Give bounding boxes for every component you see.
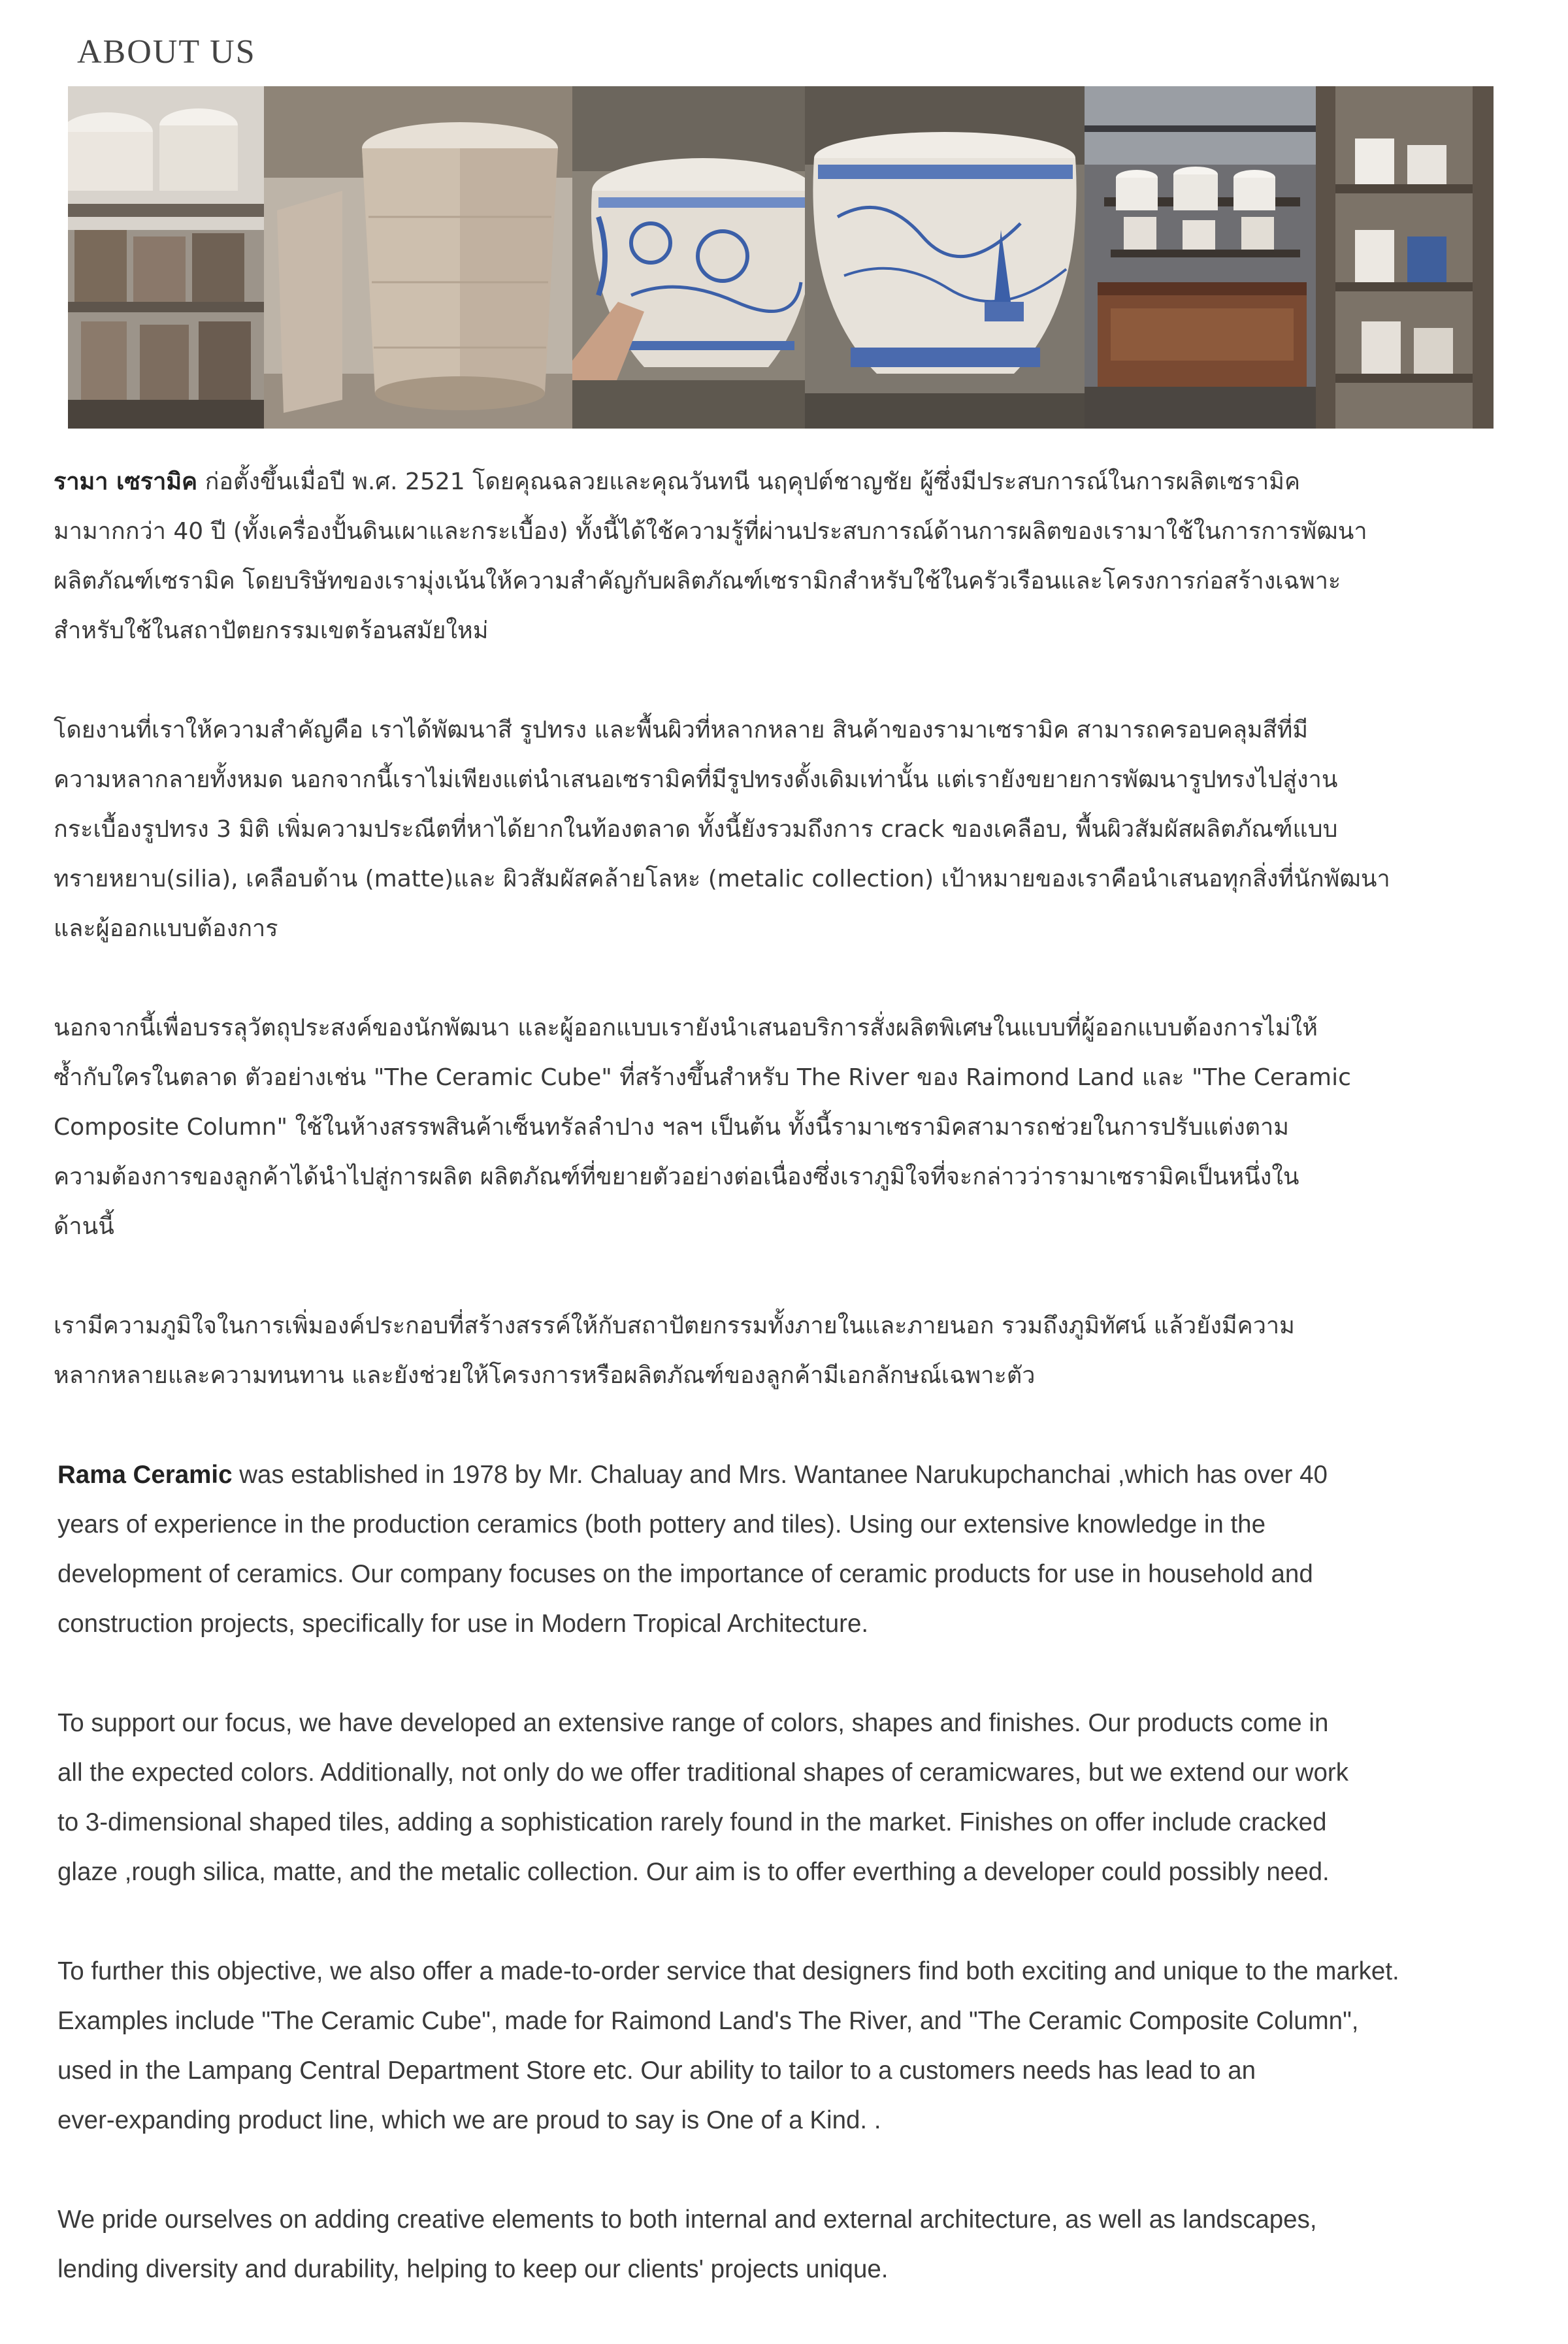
factory-photo-banner (68, 86, 1494, 429)
photo-clay-pots (264, 86, 572, 429)
photo-storage-shelf (1316, 86, 1494, 429)
photo-shelves-pots (68, 86, 264, 429)
thai-paragraph-3 (54, 1003, 1537, 1252)
photo-painting-pot-image (572, 86, 805, 429)
thai-company-name: รามา เซรามิค (54, 468, 198, 495)
photo-painting-pot (572, 86, 805, 429)
en-p3-line-4: ever-expanding product line, which we are proud to say is One of a Kind. . (57, 2106, 881, 2134)
thai-p3-line-5: ด้านนี้ (54, 1213, 114, 1240)
english-paragraph-1 (54, 1450, 1537, 1649)
thai-p2-line-1: โดยงานที่เราให้ความสำคัญคือ เราได้พัฒนาสี รูปทรง และพื้นผิวที่หลากหลาย สินค้าของรามาเซรามิค สามารถครอบคลุมสีที่มี (54, 717, 1309, 743)
en-p4-line-2: lending diversity and durability, helping to keep our clients' projects unique. (57, 2255, 889, 2283)
thai-p3-line-1: นอกจากนี้เพื่อบรรลุวัตถุประสงค์ของนักพัฒนา และผู้ออกแบบเรายังนำเสนอบริการสั่งผลิตพิเศษในแบบที่ผู้ออกแบบต้องการไม่ให้ (54, 1015, 1318, 1041)
photo-blue-pot-image (805, 86, 1085, 429)
page-title: ABOUT US (77, 33, 256, 71)
photo-shelves-pots-image (68, 86, 264, 429)
photo-blue-pot (805, 86, 1085, 429)
thai-p1-line-4: สำหรับใช้ในสถาปัตยกรรมเขตร้อนสมัยใหม่ (54, 617, 489, 644)
en-p4-line-1: We pride ourselves on adding creative elements to both internal and external architecture, as well as landscapes, (57, 2206, 1317, 2234)
thai-p2-line-4: ทรายหยาบ(silia), เคลือบด้าน (matte)และ ผิวสัมผัสคล้ายโลหะ (metalic collection) เป้าหมายของเราคือนำเสนอทุกสิ่งที่นักพัฒนา (54, 866, 1390, 892)
en-p2-line-4: glaze ,rough silica, matte, and the metalic collection. Our aim is to offer everthing a developer could possibly need. (57, 1858, 1330, 1886)
en-p2-line-3: to 3-dimensional shaped tiles, adding a sophistication rarely found in the market. Finishes on offer include cracked (57, 1808, 1327, 1836)
en-p3-line-3: used in the Lampang Central Department Store etc. Our ability to tailor to a customers needs has lead to an (57, 2057, 1256, 2085)
en-p3-line-2: Examples include "The Ceramic Cube", made for Raimond Land's The River, and "The Ceramic Composite Column", (57, 2007, 1359, 2035)
thai-p1-line-3: ผลิตภัณฑ์เซรามิค โดยบริษัทของเรามุ่งเน้นให้ความสำคัญกับผลิตภัณฑ์เซรามิกสำหรับใช้ในครัวเรือนและโครงการก่อสร้างเฉพาะ (54, 568, 1341, 594)
thai-p3-line-2: ซ้ำกับใครในตลาด ตัวอย่างเช่น "The Ceramic Cube" ที่สร้างขึ้นสำหรับ The River ของ Raimond Land และ "The Ceramic (54, 1064, 1351, 1091)
photo-clay-pots-image (264, 86, 572, 429)
thai-p2-line-5: และผู้ออกแบบต้องการ (54, 915, 278, 942)
about-content (54, 457, 1537, 2344)
thai-p2-line-2: ความหลากลายทั้งหมด นอกจากนี้เราไม่เพียงแต่นำเสนอเซรามิคที่มีรูปทรงดั้งเดิมเท่านั้น แต่เรายังขยายการพัฒนารูปทรงไปสู่งาน (54, 766, 1338, 793)
en-p1-line-1 (57, 1450, 1537, 1500)
thai-p3-line-3: Composite Column" ใช้ในห้างสรรพสินค้าเซ็นทรัลลำปาง ฯลฯ เป็นต้น ทั้งนี้รามาเซรามิคสามารถช่วยในการปรับแต่งตาม (54, 1114, 1289, 1141)
en-p2-line-2: all the expected colors. Additionally, not only do we offer traditional shapes of ceramicwares, but we extend our work (57, 1759, 1348, 1787)
en-p2-line-1: To support our focus, we have developed an extensive range of colors, shapes and finishes. Our products come in (57, 1709, 1329, 1737)
thai-p3-line-4: ความต้องการของลูกค้าได้นำไปสู่การผลิต ผลิตภัณฑ์ที่ขยายตัวอย่างต่อเนื่องซึ่งเราภูมิใจที่จะกล่าวว่ารามาเซรามิคเป็นหนึ่งใน (54, 1164, 1299, 1190)
thai-paragraph-2 (54, 706, 1537, 954)
thai-p4-line-1: เรามีความภูมิใจในการเพิ่มองค์ประกอบที่สร้างสรรค์ให้กับสถาปัตยกรรมทั้งภายในและภายนอก รวมถึงภูมิทัศน์ แล้วยังมีความ (54, 1312, 1295, 1339)
thai-p1-line-1 (54, 457, 1537, 507)
thai-p1-line-2: มามากกว่า 40 ปี (ทั้งเครื่องปั้นดินเผาและกระเบื้อง) ทั้งนี้ได้ใช้ความรู้ที่ผ่านประสบการณ์ด้านการผลิตของเรามาใช้ในการการพัฒนา (54, 518, 1367, 545)
english-paragraph-3 (54, 1947, 1537, 2145)
english-paragraph-4 (54, 2195, 1537, 2294)
en-p3-line-1: To further this objective, we also offer a made-to-order service that designers find both exciting and unique to the market. (57, 1957, 1399, 1985)
thai-p2-line-3: กระเบื้องรูปทรง 3 มิติ เพิ่มความประณีตที่หาได้ยากในท้องตลาด ทั้งนี้ยังรวมถึงการ crack ของเคลือบ, พื้นผิวสัมผัสผลิตภัณฑ์แบบ (54, 816, 1338, 843)
thai-paragraph-4 (54, 1301, 1537, 1401)
thai-p1-line-1-text: ก่อตั้งขึ้นเมื่อปี พ.ศ. 2521 โดยคุณฉลวยและคุณวันทนี นฤคุปต์ชาญชัย ผู้ซึ่งมีประสบการณ์ในการผลิตเซรามิค (197, 468, 1301, 495)
english-company-name: Rama Ceramic (57, 1461, 233, 1489)
en-p1-line-4: construction projects, specifically for use in Modern Tropical Architecture. (57, 1610, 869, 1638)
en-p1-line-3: development of ceramics. Our company focuses on the importance of ceramic products for use in household and (57, 1560, 1313, 1588)
english-paragraph-2 (54, 1699, 1537, 1897)
en-p1-line-2: years of experience in the production ceramics (both pottery and tiles). Using our extensive knowledge in the (57, 1510, 1266, 1538)
thai-p4-line-2: หลากหลายและความทนทาน และยังช่วยให้โครงการหรือผลิตภัณฑ์ของลูกค้ามีเอกลักษณ์เฉพาะตัว (54, 1362, 1036, 1389)
photo-kiln-cart-image (1085, 86, 1316, 429)
en-p1-line-1-text: was established in 1978 by Mr. Chaluay and Mrs. Wantanee Narukupchanchai ,which has over 40 (232, 1461, 1328, 1489)
photo-kiln-cart (1085, 86, 1316, 429)
thai-paragraph-1 (54, 457, 1537, 656)
photo-storage-shelf-image (1316, 86, 1494, 429)
